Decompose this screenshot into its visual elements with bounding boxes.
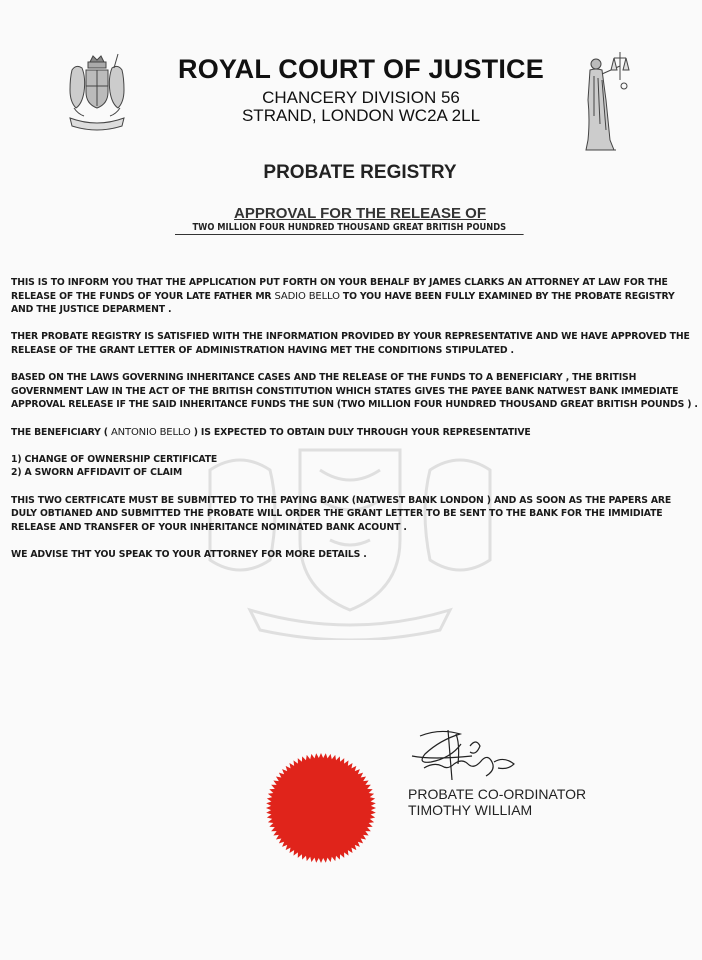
paragraph-4-text-end: ) IS EXPECTED TO OBTAIN DULY THROUGH YOUR REPRESENTATIVE xyxy=(190,426,531,438)
approval-heading-text: APPROVAL FOR THE RELEASE OF xyxy=(234,205,486,222)
paragraph-3: BASED ON THE LAWS GOVERNING INHERITANCE CASES AND THE RELEASE OF THE FUNDS TO A BENEFICIARY , THE BRITISH GOVERNMENT LAW IN THE ACT OF THE BRITISH CONSTITUTION WHICH STATES GIVES THE PAYEE BANK NATWEST BANK IMMEDIATE APPROVAL RELEASE IF THE SAID INHERITANCE FUNDS THE SUN (TWO MILLION FOUR HUNDRED THOUSAND GREAT BRITISH POUNDS ) . xyxy=(11,372,698,411)
address-line: STRAND, LONDON WC2A 2LL xyxy=(241,106,481,125)
paragraph-4-text: THE BENEFICIARY ( xyxy=(11,426,111,438)
signatory-name: TIMOTHY WILLIAM xyxy=(408,802,533,818)
approval-heading xyxy=(0,205,702,222)
requirements-list xyxy=(11,453,699,480)
signature-icon xyxy=(410,726,530,788)
approval-amount: TWO MILLION FOUR HUNDRED THOUSAND GREAT BRITISH POUNDS xyxy=(175,222,524,235)
court-title-text: ROYAL COURT OF JUSTICE xyxy=(178,54,544,84)
requirement-item: 2) A SWORN AFFIDAVIT OF CLAIM xyxy=(11,467,183,479)
paragraph-5: THIS TWO CERTFICATE MUST BE SUBMITTED TO THE PAYING BANK (NATWEST BANK LONDON ) AND AS SOON AS THE PAPERS ARE DULY OBTIANED AND SUBMITTED THE PROBATE WILL ORDER THE GRANT LETTER TO BE SENT TO THE BANK FOR THE IMMIDIATE RELEASE AND TRANSFER OF YOUR INHERITANCE NOMINATED BANK ACOUNT . xyxy=(11,494,672,533)
paragraph-1-text: THIS IS TO INFORM YOU THAT THE APPLICATION PUT FORTH ON YOUR BEHALF BY JAMES CLARKS AN ATTORNEY AT LAW FOR THE RELEASE OF THE FUNDS OF YOUR LATE FATHER MR xyxy=(11,277,668,302)
requirement-item: 1) CHANGE OF OWNERSHIP CERTIFICATE xyxy=(11,453,218,465)
deceased-name: SADIO BELLO xyxy=(274,290,340,302)
signatory-title: PROBATE CO-ORDINATOR xyxy=(408,786,587,802)
beneficiary-name: ANTONIO BELLO xyxy=(110,426,191,438)
paragraph-1-text-end: TO YOU HAVE BEEN FULLY EXAMINED BY THE PROBATE REGISTRY AND THE JUSTICE DEPARMENT . xyxy=(11,290,675,316)
paragraph-6: WE ADVISE THT YOU SPEAK TO YOUR ATTORNEY FOR MORE DETAILS . xyxy=(11,548,367,560)
registry-text: PROBATE REGISTRY xyxy=(263,162,457,183)
court-title xyxy=(0,54,702,85)
paragraph-4 xyxy=(11,426,699,440)
division-line: CHANCERY DIVISION 56 xyxy=(262,88,460,107)
letter-body xyxy=(11,276,699,575)
red-seal-icon xyxy=(265,752,377,864)
paragraph-1 xyxy=(11,276,699,317)
paragraph-2: THER PROBATE REGISTRY IS SATISFIED WITH THE INFORMATION PROVIDED BY YOUR REPRESENTATIVE AND WE HAVE APPROVED THE RELEASE OF THE GRANT LETTER OF ADMINISTRATION HAVING MET THE CONDITIONS STIPULATED . xyxy=(11,331,690,356)
registry-heading xyxy=(0,162,702,184)
